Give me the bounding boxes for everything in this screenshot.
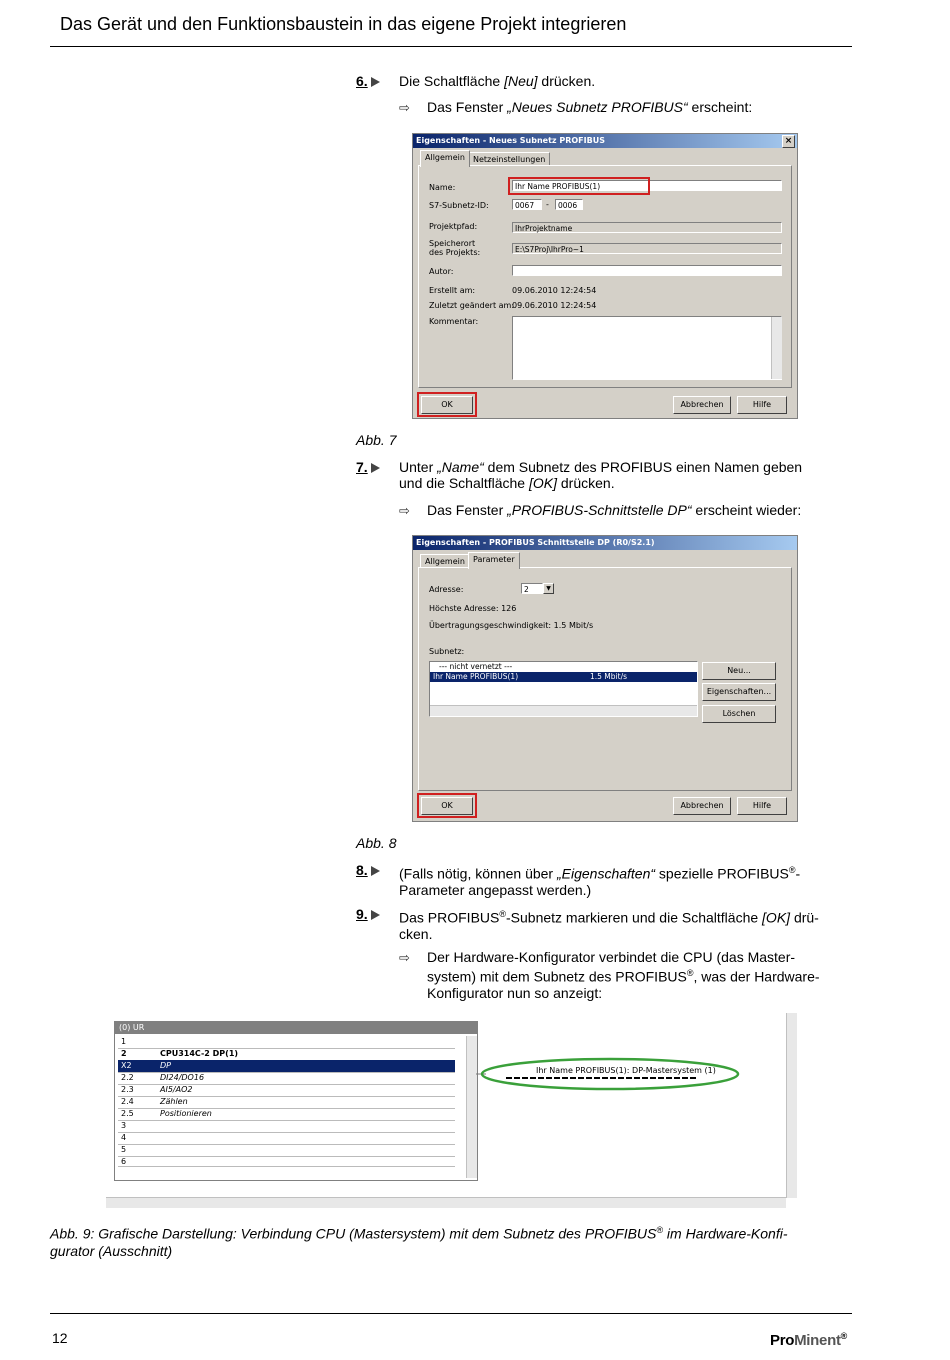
text: im Hardware-Konfi- — [663, 1225, 788, 1242]
registered-mark: ® — [788, 865, 796, 875]
label-speed: Übertragungsgeschwindigkeit: — [429, 621, 552, 630]
text: cken. — [399, 925, 433, 942]
chevron-down-icon[interactable]: ▼ — [543, 583, 554, 594]
step-8-text — [399, 862, 849, 898]
highest-address-value: 126 — [501, 604, 517, 613]
view-horizontal-scrollbar[interactable] — [106, 1197, 786, 1208]
line — [399, 475, 849, 491]
line — [427, 965, 857, 985]
subnet-list-item[interactable] — [430, 662, 697, 672]
label-created: Erstellt am: — [429, 286, 476, 295]
text: Das Fenster — [427, 99, 508, 115]
label-subnet-id: S7-Subnetz-ID: — [429, 201, 489, 210]
text: Das PROFIBUS — [399, 909, 500, 926]
caption-abb7: Abb. 7 — [356, 432, 397, 448]
text: Die Schaltfläche — [399, 73, 505, 89]
label-address: Adresse: — [429, 585, 464, 594]
dialog-titlebar — [413, 134, 797, 148]
cancel-button[interactable]: Abbrechen — [673, 797, 731, 815]
comment-textarea[interactable] — [512, 316, 782, 380]
dialog-title: Eigenschaften - Neues Subnetz PROFIBUS — [416, 136, 605, 145]
step-number: 6. — [356, 73, 368, 89]
slot-number: 3 — [121, 1121, 127, 1130]
dialog-titlebar — [413, 536, 797, 550]
result-text — [427, 99, 752, 115]
step-7-result — [399, 502, 802, 519]
text: dem Subnetz des PROFIBUS einen Namen geben — [483, 459, 803, 475]
ui-term: [OK] — [762, 909, 791, 926]
text: Parameter angepasst werden.) — [399, 881, 592, 898]
storage-field: E:\S7Proj\IhrPro~1 — [512, 243, 782, 254]
text: spezielle PROFIBUS — [655, 865, 789, 882]
step-9-result — [399, 949, 859, 1001]
slot-number: 2.3 — [121, 1085, 134, 1094]
ui-term: [OK] — [528, 475, 557, 491]
tab-general[interactable]: Allgemein — [420, 150, 470, 167]
ok-button[interactable]: OK — [421, 396, 473, 414]
label-subnet: Subnetz: — [429, 647, 465, 656]
subnet-list-item-selected[interactable] — [430, 672, 697, 682]
step-number: 8. — [356, 862, 368, 878]
subnet-id-2-input[interactable]: 0006 — [555, 199, 583, 210]
module-name: DI24/DO16 — [160, 1073, 205, 1082]
result-arrow-icon: ⇨ — [399, 100, 410, 115]
speed-value: 1.5 Mbit/s — [553, 621, 594, 630]
slot-number: 6 — [121, 1157, 127, 1166]
label-storage-2: des Projekts: — [429, 248, 481, 257]
close-icon[interactable]: × — [782, 135, 795, 148]
dialog-new-subnet — [412, 133, 798, 419]
ui-term: [Neu] — [504, 73, 538, 89]
module-name: CPU314C-2 DP(1) — [160, 1049, 239, 1058]
text: Das Fenster — [427, 502, 508, 518]
ui-term: „Neues Subnetz PROFIBUS“ — [507, 99, 688, 115]
highlight-box — [417, 392, 477, 417]
subnet-name: Ihr Name PROFIBUS(1) — [433, 672, 519, 681]
modified-value: 09.06.2010 12:24:54 — [512, 301, 597, 310]
step-number: 7. — [356, 459, 368, 475]
hardware-config-view — [106, 1013, 796, 1208]
result-text — [427, 502, 801, 518]
text: Abb. 9: Grafische Darstellung: Verbindung CPU (Mastersystem) mit dem Subnetz des PROFIBUS — [50, 1225, 657, 1242]
highest-address — [429, 604, 516, 613]
result-text — [427, 949, 857, 1001]
address-select[interactable]: 2 — [521, 583, 543, 594]
module-name: AI5/AO2 — [160, 1085, 193, 1094]
page-header-title: Das Gerät und den Funktionsbaustein in das eigene Projekt integrieren — [60, 14, 627, 34]
page-number: 12 — [52, 1330, 68, 1346]
line — [399, 926, 859, 942]
text: system) mit dem Subnetz des PROFIBUS — [427, 968, 687, 985]
comment-scrollbar[interactable] — [771, 317, 782, 379]
registered-mark: ® — [656, 1225, 664, 1235]
new-button[interactable]: Neu... — [702, 662, 776, 680]
brand-logo — [770, 1331, 847, 1349]
step-number: 9. — [356, 906, 368, 922]
label-project-path: Projektpfad: — [429, 222, 478, 231]
slot-number: 2 — [121, 1049, 127, 1058]
brand-part: Pro — [770, 1332, 795, 1349]
step-8 — [356, 862, 380, 878]
slot-number: 2.5 — [121, 1109, 134, 1118]
help-button[interactable]: Hilfe — [737, 396, 787, 414]
label-storage-1: Speicherort — [429, 239, 476, 248]
registered-mark: ® — [840, 1331, 847, 1341]
dialog-panel — [418, 567, 792, 791]
bus-label: Ihr Name PROFIBUS(1): DP-Mastersystem (1) — [536, 1066, 716, 1075]
line: Der Hardware-Konfigurator verbindet die CPU (das Master- — [427, 949, 796, 965]
line: Konfigurator nun so anzeigt: — [427, 984, 603, 1001]
slot-number: 2.2 — [121, 1073, 134, 1082]
header-rule — [50, 46, 852, 47]
line — [50, 1222, 850, 1243]
text: - — [795, 865, 801, 882]
slot-number: 1 — [121, 1037, 127, 1046]
step-6-result — [399, 99, 753, 116]
help-button[interactable]: Hilfe — [737, 797, 787, 815]
step-6 — [356, 73, 380, 89]
step-7-text — [399, 459, 849, 491]
subnet-id-1-input[interactable]: 0067 — [512, 199, 542, 210]
ok-button[interactable]: OK — [421, 797, 473, 815]
dialog-panel — [418, 165, 792, 388]
rack-title: (0) UR — [115, 1022, 477, 1034]
step-arrow-icon — [371, 463, 380, 473]
subnet-id-dash: - — [546, 200, 549, 209]
caption-abb9 — [50, 1222, 850, 1260]
step-9-text — [399, 906, 859, 942]
registered-mark: ® — [499, 909, 506, 919]
line — [399, 459, 849, 475]
slot-number: 2.4 — [121, 1097, 134, 1106]
result-arrow-icon: ⇨ — [399, 503, 410, 518]
brand-part: Minent — [794, 1332, 841, 1349]
dialog-title: Eigenschaften - PROFIBUS Schnittstelle DP (R0/S2.1) — [416, 538, 655, 547]
properties-button[interactable]: Eigenschaften... — [702, 683, 776, 701]
footer-rule — [50, 1313, 852, 1314]
cancel-button[interactable]: Abbrechen — [673, 396, 731, 414]
text: erscheint: — [687, 99, 753, 115]
label-name: Name: — [429, 183, 456, 192]
registered-mark: ® — [686, 968, 694, 978]
text: und die Schaltfläche — [399, 475, 529, 491]
slot-number: 5 — [121, 1145, 127, 1154]
line: gurator (Ausschnitt) — [50, 1242, 173, 1259]
caption-abb8: Abb. 8 — [356, 835, 397, 851]
ui-term: „Name“ — [437, 459, 484, 475]
project-path-field: IhrProjektname — [512, 222, 782, 233]
author-input[interactable] — [512, 265, 782, 276]
step-9 — [356, 906, 380, 922]
highlight-box — [417, 793, 477, 818]
step-6-text — [399, 73, 595, 89]
text: drücken. — [537, 73, 596, 89]
transmission-speed — [429, 621, 593, 630]
tab-general[interactable]: Allgemein — [420, 554, 470, 568]
step-7 — [356, 459, 380, 475]
rack-row[interactable] — [118, 1156, 455, 1167]
dialog-profibus-interface — [412, 535, 798, 822]
subnet-list[interactable] — [429, 661, 698, 717]
text: drücken. — [557, 475, 615, 491]
subnet-speed: 1.5 Mbit/s — [590, 672, 628, 681]
name-input[interactable]: Ihr Name PROFIBUS(1) — [512, 180, 782, 191]
text: -Subnetz markieren und die Schaltfläche — [506, 909, 763, 926]
label-modified: Zuletzt geändert am: — [429, 301, 515, 310]
text: drü- — [790, 909, 819, 926]
step-arrow-icon — [371, 910, 380, 920]
view-vertical-scrollbar[interactable] — [786, 1013, 797, 1198]
tab-network-settings[interactable]: Netzeinstellungen — [468, 152, 550, 166]
tab-parameters[interactable]: Parameter — [468, 552, 520, 569]
slot-number: 4 — [121, 1133, 127, 1142]
rack-window — [114, 1021, 478, 1181]
result-arrow-icon: ⇨ — [399, 950, 410, 965]
text: Unter — [399, 459, 438, 475]
horizontal-scrollbar[interactable] — [430, 705, 697, 716]
step-arrow-icon — [371, 77, 380, 87]
module-name: Positionieren — [160, 1109, 212, 1118]
highlight-box — [508, 177, 650, 195]
label-highest-address: Höchste Adresse: — [429, 604, 499, 613]
slot-number: X2 — [121, 1061, 132, 1070]
delete-button[interactable]: Löschen — [702, 705, 776, 723]
subnet-name: --- nicht vernetzt --- — [439, 662, 513, 671]
ui-term: „PROFIBUS-Schnittstelle DP“ — [507, 502, 692, 518]
step-arrow-icon — [371, 866, 380, 876]
label-author: Autor: — [429, 267, 454, 276]
module-name: Zählen — [160, 1097, 188, 1106]
line — [399, 906, 859, 926]
text: (Falls nötig, können über — [399, 865, 557, 882]
line — [399, 862, 849, 882]
text: erscheint wieder: — [691, 502, 802, 518]
label-comment: Kommentar: — [429, 317, 479, 326]
text: , was der Hardware- — [693, 968, 820, 985]
module-name: DP — [160, 1061, 171, 1070]
ui-term: „Eigenschaften“ — [556, 865, 656, 882]
created-value: 09.06.2010 12:24:54 — [512, 286, 597, 295]
line — [399, 882, 849, 898]
